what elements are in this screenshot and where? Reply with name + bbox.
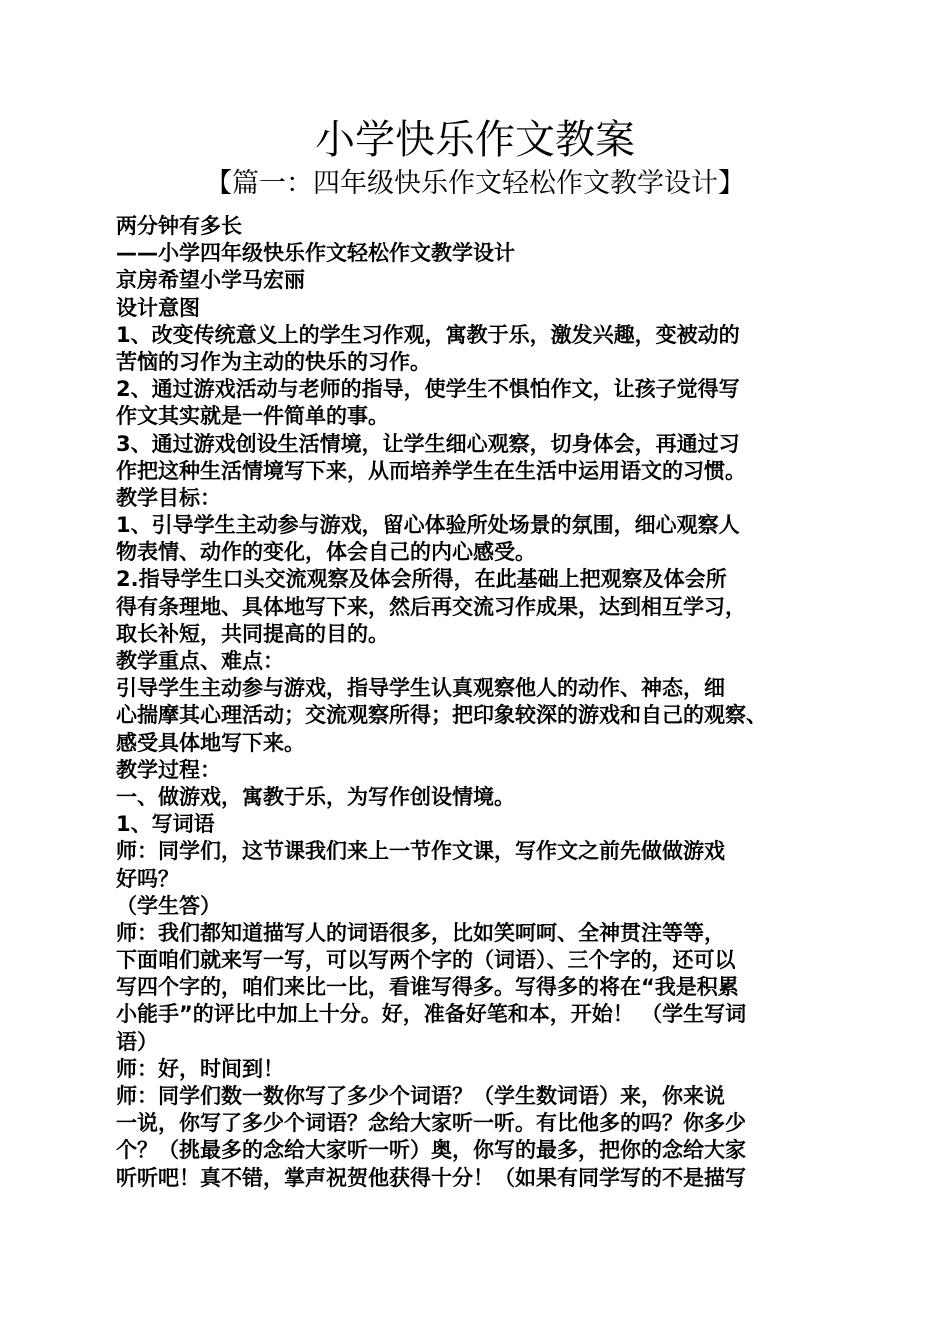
text-line: 引导学生主动参与游戏，指导学生认真观察他人的动作、神态，细: [116, 676, 725, 701]
text-line: 心揣摩其心理活动；交流观察所得；把印象较深的游戏和自己的观察、: [116, 703, 767, 728]
text-line: 教学目标：: [116, 485, 221, 510]
text-line: 一、做游戏，寓教于乐，为写作创设情境。: [116, 784, 515, 809]
text-line: 苦恼的习作为主动的快乐的习作。: [116, 349, 431, 374]
text-line: 个？（挑最多的念给大家听一听）奥，你写的最多，把你的念给大家: [116, 1138, 746, 1163]
text-line: 1、引导学生主动参与游戏，留心体验所处场景的氛围，细心观察人: [116, 513, 740, 538]
text-line: 取长补短，共同提高的目的。: [116, 621, 389, 646]
text-line: 好吗？: [116, 866, 179, 891]
text-line: 教学过程：: [116, 757, 221, 782]
text-line: 小能手”的评比中加上十分。好，准备好笔和本，开始！ （学生写词: [116, 1002, 747, 1027]
text-line: 3、通过游戏创设生活情境，让学生细心观察，切身体会，再通过习: [116, 431, 740, 456]
text-line: 听听吧！真不错，掌声祝贺他获得十分！（如果有同学写的不是描写: [116, 1165, 746, 1190]
text-line: 师：同学们，这节课我们来上一节作文课，写作文之前先做做游戏: [116, 839, 725, 864]
text-line: 师：好，时间到！: [116, 1056, 284, 1081]
text-line: 京房希望小学马宏丽: [116, 268, 305, 293]
text-line: 师：同学们数一数你写了多少个词语？（学生数词语）来，你来说: [116, 1084, 725, 1108]
text-line: 物表情、动作的变化，体会自己的内心感受。: [116, 540, 536, 565]
text-line: 2、通过游戏活动与老师的指导，使学生不惧怕作文，让孩子觉得写: [116, 377, 740, 402]
text-line: 1、写词语: [116, 812, 215, 837]
text-line: 语）: [116, 1029, 158, 1054]
text-line: 设计意图: [116, 295, 200, 320]
text-line: 作把这种生活情境写下来，从而培养学生在生活中运用语文的习惯。: [116, 458, 746, 483]
text-line: 一说，你写了多少个词语？念给大家听一听。有比他多的吗？你多少: [116, 1111, 746, 1136]
text-line: 教学重点、难点：: [116, 649, 284, 673]
text-line: ——小学四年级快乐作文轻松作文教学设计: [116, 241, 515, 266]
text-line: 写四个字的，咱们来比一比，看谁写得多。写得多的将在“我是积累: [116, 975, 739, 1000]
text-line: （学生答）: [116, 893, 221, 918]
text-line: 作文其实就是一件简单的事。: [116, 404, 389, 429]
text-line: 得有条理地、具体地写下来，然后再交流习作成果，达到相互学习，: [116, 594, 746, 619]
text-line: 师：我们都知道描写人的词语很多，比如笑呵呵、全神贯注等等，: [116, 920, 725, 945]
text-line: 两分钟有多长: [116, 214, 242, 238]
document-subtitle: 【篇一：四年级快乐作文轻松作文教学设计】: [205, 168, 745, 199]
document-body: [116, 213, 846, 1192]
text-line: 1、改变传统意义上的学生习作观，寓教于乐，激发兴趣，变被动的: [116, 322, 740, 347]
text-line: 下面咱们就来写一写，可以写两个字的（词语）、三个字的，还可以: [116, 948, 736, 973]
text-line: 感受具体地写下来。: [116, 730, 305, 755]
document-title: 小学快乐作文教案: [315, 117, 635, 163]
text-line: 2.指导学生口头交流观察及体会所得，在此基础上把观察及体会所: [116, 567, 727, 592]
